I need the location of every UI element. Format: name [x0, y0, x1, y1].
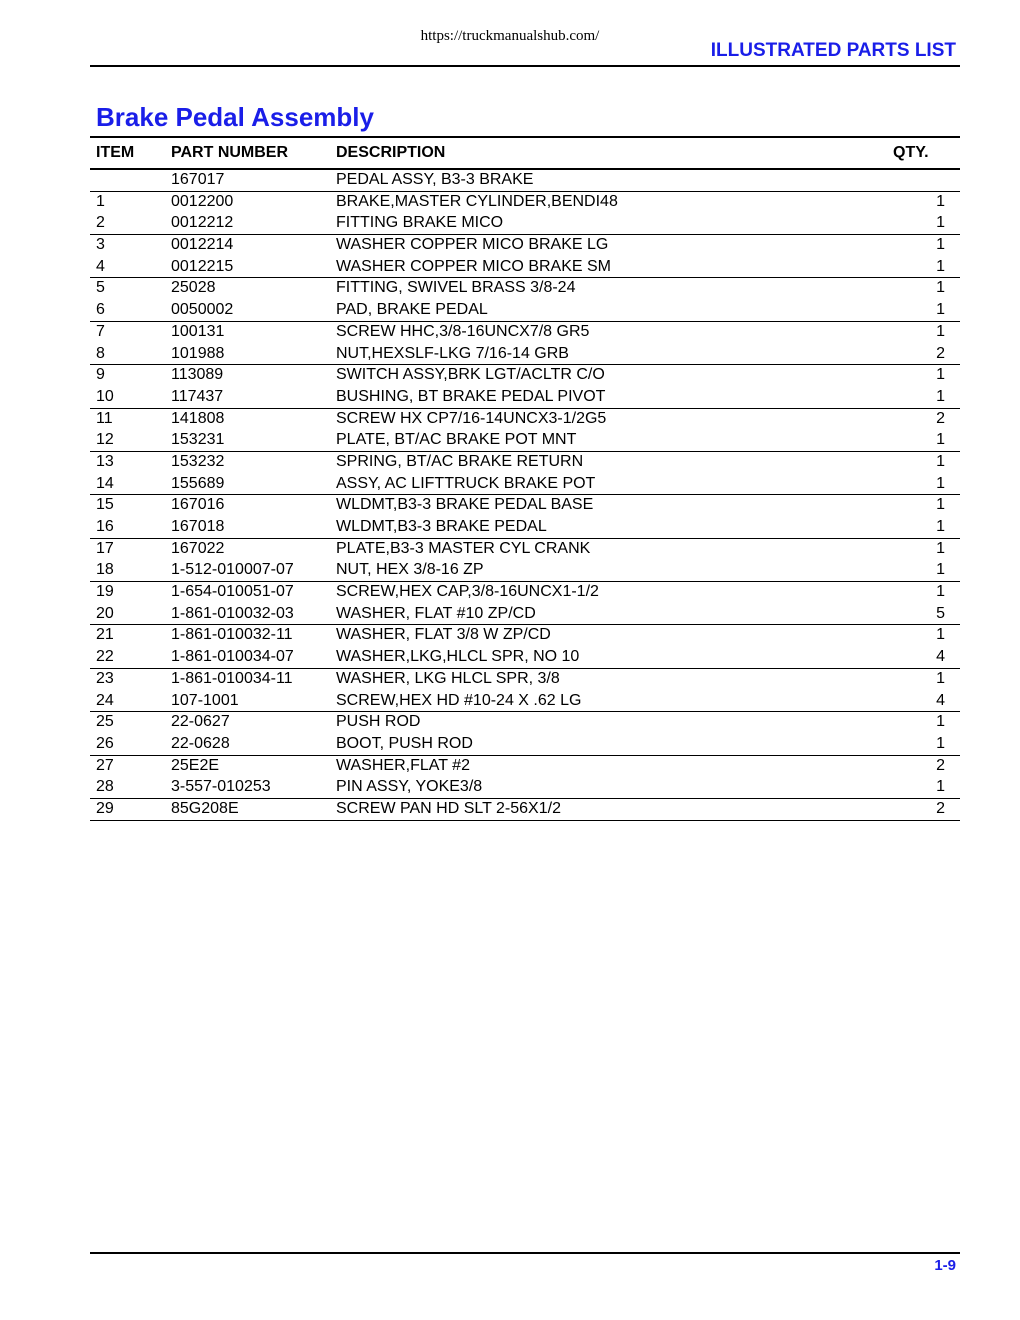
cell-item: 20: [96, 604, 114, 622]
table-header: [90, 136, 960, 170]
cell-qty: 2: [936, 409, 945, 427]
cell-part-number: 153231: [171, 431, 225, 449]
cell-part-number: 0050002: [171, 301, 234, 319]
table-body: [90, 170, 960, 821]
cell-description: PUSH ROD: [336, 713, 421, 731]
column-header-part-number: PART NUMBER: [171, 144, 289, 161]
table-row: [90, 604, 960, 626]
cell-item: 26: [96, 734, 114, 752]
table-row: [90, 452, 960, 474]
cell-part-number: 167016: [171, 496, 225, 514]
cell-qty: 1: [936, 279, 945, 297]
cell-description: SWITCH ASSY,BRK LGT/ACLTR C/O: [336, 366, 605, 384]
cell-description: PLATE,B3-3 MASTER CYL CRANK: [336, 539, 591, 557]
cell-qty: 1: [936, 387, 945, 405]
table-row: [90, 213, 960, 235]
cell-part-number: 101988: [171, 344, 225, 362]
cell-description: WASHER,LKG,HLCL SPR, NO 10: [336, 648, 580, 666]
cell-part-number: 3-557-010253: [171, 778, 271, 796]
table-row: [90, 647, 960, 669]
table-row: [90, 560, 960, 582]
cell-item: 17: [96, 539, 114, 557]
cell-part-number: 167017: [171, 171, 225, 188]
cell-description: SCREW HX CP7/16-14UNCX3-1/2G5: [336, 409, 607, 427]
cell-qty: 1: [936, 496, 945, 514]
cell-part-number: 85G208E: [171, 799, 239, 817]
table-row: [90, 409, 960, 431]
cell-description: WLDMT,B3-3 BRAKE PEDAL BASE: [336, 496, 594, 514]
cell-item: 19: [96, 583, 114, 601]
cell-qty: 1: [936, 583, 945, 601]
cell-part-number: 0012200: [171, 192, 234, 210]
cell-item: 7: [96, 322, 105, 340]
cell-description: SPRING, BT/AC BRAKE RETURN: [336, 452, 584, 470]
cell-item: 5: [96, 279, 105, 297]
cell-item: 21: [96, 626, 114, 644]
table-row: [90, 257, 960, 279]
cell-qty: 1: [936, 734, 945, 752]
cell-qty: 1: [936, 474, 945, 492]
cell-part-number: 22-0628: [171, 734, 230, 752]
cell-item: 24: [96, 691, 114, 709]
cell-description: NUT,HEXSLF-LKG 7/16-14 GRB: [336, 344, 569, 362]
page-number: 1-9: [934, 1257, 956, 1274]
cell-qty: 1: [936, 214, 945, 232]
header-divider: [90, 65, 960, 67]
cell-description: SCREW,HEX CAP,3/8-16UNCX1-1/2: [336, 583, 599, 601]
cell-description: PEDAL ASSY, B3-3 BRAKE: [336, 171, 534, 188]
cell-part-number: 1-654-010051-07: [171, 583, 294, 601]
cell-qty: 1: [936, 539, 945, 557]
cell-item: 29: [96, 799, 114, 817]
cell-part-number: 1-512-010007-07: [171, 561, 294, 579]
cell-item: 12: [96, 431, 114, 449]
cell-item: 15: [96, 496, 114, 514]
cell-item: 22: [96, 648, 114, 666]
cell-item: 1: [96, 192, 105, 210]
cell-description: SCREW PAN HD SLT 2-56X1/2: [336, 799, 561, 817]
source-url[interactable]: https://truckmanualshub.com/: [420, 28, 600, 44]
table-row: [90, 756, 960, 778]
cell-part-number: 1-861-010034-07: [171, 648, 294, 666]
table-row: [90, 691, 960, 713]
table-row: [90, 170, 960, 192]
cell-qty: 1: [936, 713, 945, 731]
table-row: [90, 539, 960, 561]
table-row: [90, 474, 960, 496]
cell-description: WASHER, FLAT 3/8 W ZP/CD: [336, 626, 551, 644]
table-row: [90, 582, 960, 604]
cell-description: WASHER, FLAT #10 ZP/CD: [336, 604, 536, 622]
cell-part-number: 107-1001: [171, 691, 239, 709]
cell-item: 6: [96, 301, 105, 319]
cell-part-number: 25E2E: [171, 756, 220, 774]
cell-item: 27: [96, 756, 114, 774]
cell-part-number: 25028: [171, 279, 216, 297]
cell-part-number: 1-861-010032-03: [171, 604, 294, 622]
cell-item: 25: [96, 713, 114, 731]
cell-description: PLATE, BT/AC BRAKE POT MNT: [336, 431, 577, 449]
cell-qty: 1: [936, 778, 945, 796]
cell-item: 4: [96, 257, 105, 275]
table-row: [90, 278, 960, 300]
cell-item: 13: [96, 452, 114, 470]
cell-qty: 2: [936, 756, 945, 774]
cell-part-number: 100131: [171, 322, 225, 340]
cell-description: BUSHING, BT BRAKE PEDAL PIVOT: [336, 387, 606, 405]
cell-part-number: 167022: [171, 539, 225, 557]
cell-item: 28: [96, 778, 114, 796]
table-row: [90, 235, 960, 257]
table-row: [90, 192, 960, 214]
cell-qty: 1: [936, 561, 945, 579]
cell-item: 16: [96, 518, 114, 535]
cell-qty: 1: [936, 236, 945, 254]
parts-table: [90, 136, 960, 821]
cell-description: BOOT, PUSH ROD: [336, 734, 473, 752]
cell-qty: 2: [936, 799, 945, 817]
cell-qty: 5: [936, 604, 945, 622]
cell-description: FITTING BRAKE MICO: [336, 214, 504, 232]
cell-part-number: 167018: [171, 518, 225, 535]
cell-part-number: 141808: [171, 409, 225, 427]
cell-description: ASSY, AC LIFTTRUCK BRAKE POT: [336, 474, 596, 492]
cell-part-number: 0012214: [171, 236, 234, 254]
table-row: [90, 344, 960, 366]
column-header-qty: QTY.: [893, 144, 929, 161]
cell-qty: 1: [936, 301, 945, 319]
cell-description: WASHER, LKG HLCL SPR, 3/8: [336, 669, 560, 687]
table-row: [90, 430, 960, 452]
section-title: ILLUSTRATED PARTS LIST: [710, 40, 956, 61]
table-row: [90, 712, 960, 734]
table-row: [90, 495, 960, 517]
cell-item: 10: [96, 387, 114, 405]
cell-description: PAD, BRAKE PEDAL: [336, 301, 488, 319]
cell-part-number: 113089: [171, 366, 224, 384]
page-title: Brake Pedal Assembly: [96, 102, 374, 132]
cell-qty: 1: [936, 626, 945, 644]
cell-description: BRAKE,MASTER CYLINDER,BENDI48: [336, 192, 618, 210]
cell-qty: 1: [936, 452, 945, 470]
cell-qty: 4: [936, 648, 945, 666]
column-header-item: ITEM: [96, 144, 135, 161]
cell-qty: 1: [936, 518, 945, 535]
table-row: [90, 517, 960, 539]
cell-item: 2: [96, 214, 105, 232]
table-row: [90, 734, 960, 756]
cell-part-number: 0012212: [171, 214, 234, 232]
cell-item: 18: [96, 561, 114, 579]
cell-part-number: 117437: [171, 387, 224, 405]
cell-qty: 1: [936, 257, 945, 275]
cell-item: 23: [96, 669, 114, 687]
table-row: [90, 625, 960, 647]
cell-qty: 4: [936, 691, 945, 709]
cell-item: 8: [96, 344, 105, 362]
cell-qty: 1: [936, 366, 945, 384]
column-header-description: DESCRIPTION: [336, 144, 446, 161]
cell-item: 3: [96, 236, 105, 254]
table-row: [90, 365, 960, 387]
table-row: [90, 669, 960, 691]
cell-part-number: 153232: [171, 452, 225, 470]
cell-description: WASHER COPPER MICO BRAKE SM: [336, 257, 611, 275]
cell-part-number: 0012215: [171, 257, 234, 275]
cell-description: WASHER COPPER MICO BRAKE LG: [336, 236, 609, 254]
table-row: [90, 387, 960, 409]
cell-description: SCREW HHC,3/8-16UNCX7/8 GR5: [336, 322, 590, 340]
footer-divider: [90, 1252, 960, 1254]
cell-item: 9: [96, 366, 105, 384]
cell-description: NUT, HEX 3/8-16 ZP: [336, 561, 484, 579]
cell-item: 11: [96, 409, 113, 427]
cell-description: PIN ASSY, YOKE3/8: [336, 778, 483, 796]
cell-description: SCREW,HEX HD #10-24 X .62 LG: [336, 691, 582, 709]
table-row: [90, 300, 960, 322]
cell-part-number: 1-861-010034-11: [171, 669, 293, 687]
cell-description: WASHER,FLAT #2: [336, 756, 470, 774]
cell-qty: 1: [936, 669, 945, 687]
cell-description: FITTING, SWIVEL BRASS 3/8-24: [336, 279, 576, 297]
cell-item: 14: [96, 474, 114, 492]
cell-description: WLDMT,B3-3 BRAKE PEDAL: [336, 518, 547, 535]
cell-qty: 1: [936, 322, 945, 340]
cell-part-number: 22-0627: [171, 713, 230, 731]
table-row: [90, 322, 960, 344]
cell-qty: 2: [936, 344, 945, 362]
cell-part-number: 1-861-010032-11: [171, 626, 293, 644]
cell-qty: 1: [936, 431, 945, 449]
cell-qty: 1: [936, 192, 945, 210]
table-row: [90, 777, 960, 799]
cell-part-number: 155689: [171, 474, 225, 492]
table-row: [90, 799, 960, 821]
